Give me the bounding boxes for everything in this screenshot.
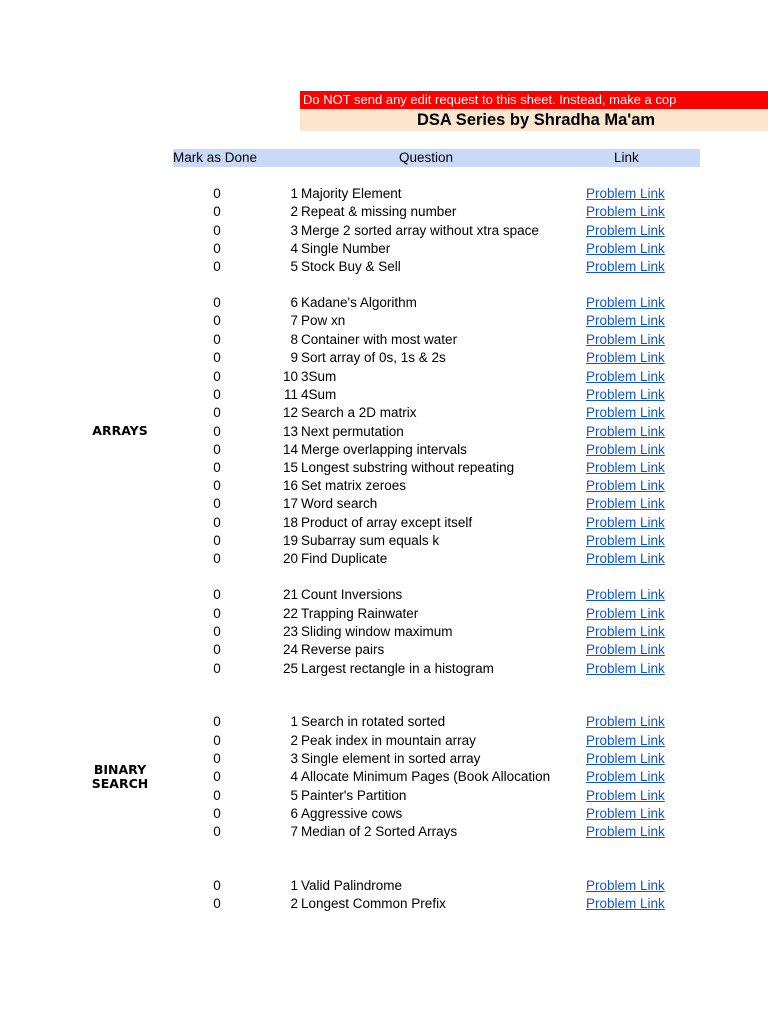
question-number: 24 <box>282 642 298 657</box>
question-number: 21 <box>282 587 298 602</box>
question-number: 22 <box>282 606 298 621</box>
problem-link[interactable]: Problem Link <box>586 587 665 602</box>
mark-as-done-value[interactable]: 0 <box>213 515 221 530</box>
question-text: Largest rectangle in a histogram <box>301 661 494 676</box>
mark-as-done-value[interactable]: 0 <box>213 405 221 420</box>
question-number: 10 <box>282 369 298 384</box>
mark-as-done-value[interactable]: 0 <box>213 186 221 201</box>
question-number: 1 <box>290 714 298 729</box>
question-number: 8 <box>290 332 298 347</box>
mark-as-done-value[interactable]: 0 <box>213 350 221 365</box>
problem-link[interactable]: Problem Link <box>586 806 665 821</box>
mark-as-done-value[interactable]: 0 <box>213 733 221 748</box>
mark-as-done-value[interactable]: 0 <box>213 624 221 639</box>
question-text: 4Sum <box>301 387 337 402</box>
problem-link[interactable]: Problem Link <box>586 369 665 384</box>
mark-as-done-value[interactable]: 0 <box>213 661 221 676</box>
problem-link[interactable]: Problem Link <box>586 259 665 274</box>
mark-as-done-value[interactable]: 0 <box>213 587 221 602</box>
problem-link[interactable]: Problem Link <box>586 460 665 475</box>
question-text: Aggressive cows <box>301 806 403 821</box>
problem-link[interactable]: Problem Link <box>586 478 665 493</box>
problem-link[interactable]: Problem Link <box>586 387 665 402</box>
question-number: 3 <box>290 223 298 238</box>
question-number: 7 <box>290 313 298 328</box>
mark-as-done-value[interactable]: 0 <box>213 295 221 310</box>
question-text: Median of 2 Sorted Arrays <box>301 824 458 839</box>
question-text: Next permutation <box>301 424 404 439</box>
question-text: Longest Common Prefix <box>301 896 446 911</box>
mark-as-done-value[interactable]: 0 <box>213 369 221 384</box>
question-text: Single Number <box>301 241 391 256</box>
question-text: Peak index in mountain array <box>301 733 476 748</box>
question-number: 1 <box>290 186 298 201</box>
question-number: 6 <box>290 295 298 310</box>
question-number: 9 <box>290 350 298 365</box>
mark-as-done-value[interactable]: 0 <box>213 332 221 347</box>
table-row <box>0 459 768 477</box>
question-number: 19 <box>282 533 298 548</box>
question-text: Subarray sum equals k <box>301 533 440 548</box>
table-row <box>0 386 768 404</box>
question-number: 4 <box>290 241 298 256</box>
problem-link[interactable]: Problem Link <box>586 442 665 457</box>
table-row <box>0 823 768 841</box>
table-row <box>0 732 768 750</box>
problem-link[interactable]: Problem Link <box>586 424 665 439</box>
mark-as-done-value[interactable]: 0 <box>213 769 221 784</box>
problem-link[interactable]: Problem Link <box>586 496 665 511</box>
question-number: 13 <box>282 424 298 439</box>
problem-link[interactable]: Problem Link <box>586 642 665 657</box>
problem-link[interactable]: Problem Link <box>586 714 665 729</box>
question-number: 25 <box>282 661 298 676</box>
table-row <box>0 641 768 659</box>
problem-link[interactable]: Problem Link <box>586 332 665 347</box>
question-text: Painter's Partition <box>301 788 407 803</box>
question-number: 2 <box>290 896 298 911</box>
question-number: 4 <box>290 769 298 784</box>
problem-link[interactable]: Problem Link <box>586 295 665 310</box>
question-text: Count Inversions <box>301 587 403 602</box>
question-number: 5 <box>290 259 298 274</box>
question-text: Merge overlapping intervals <box>301 442 467 457</box>
table-row <box>0 203 768 221</box>
table-row <box>0 423 768 441</box>
question-text: Search in rotated sorted <box>301 714 446 729</box>
question-number: 12 <box>282 405 298 420</box>
mark-as-done-value[interactable]: 0 <box>213 878 221 893</box>
problem-link[interactable]: Problem Link <box>586 878 665 893</box>
question-number: 15 <box>282 460 298 475</box>
mark-as-done-value[interactable]: 0 <box>213 824 221 839</box>
problem-link[interactable]: Problem Link <box>586 769 665 784</box>
table-row <box>0 805 768 823</box>
header-link: Link <box>614 150 639 165</box>
problem-link[interactable]: Problem Link <box>586 186 665 201</box>
mark-as-done-value[interactable]: 0 <box>213 606 221 621</box>
mark-as-done-value[interactable]: 0 <box>213 478 221 493</box>
question-text: Stock Buy & Sell <box>301 259 401 274</box>
question-text: Container with most water <box>301 332 458 347</box>
mark-as-done-value[interactable]: 0 <box>213 642 221 657</box>
table-row <box>0 240 768 258</box>
question-number: 16 <box>282 478 298 493</box>
question-text: 3Sum <box>301 369 337 384</box>
question-text: Search a 2D matrix <box>301 405 417 420</box>
problem-link[interactable]: Problem Link <box>586 350 665 365</box>
question-number: 17 <box>282 496 298 511</box>
column-header-row <box>173 149 700 167</box>
header-mark-as-done: Mark as Done <box>173 150 258 165</box>
question-text: Sliding window maximum <box>301 624 453 639</box>
question-text: Allocate Minimum Pages (Book Allocation <box>301 769 551 784</box>
problem-link[interactable]: Problem Link <box>586 551 665 566</box>
table-row <box>0 258 768 276</box>
problem-link[interactable]: Problem Link <box>586 204 665 219</box>
problem-link[interactable]: Problem Link <box>586 515 665 530</box>
problem-link[interactable]: Problem Link <box>586 533 665 548</box>
question-text: Set matrix zeroes <box>301 478 407 493</box>
mark-as-done-value[interactable]: 0 <box>213 714 221 729</box>
problem-link[interactable]: Problem Link <box>586 788 665 803</box>
problem-link[interactable]: Problem Link <box>586 241 665 256</box>
question-number: 23 <box>282 624 298 639</box>
question-text: Reverse pairs <box>301 642 385 657</box>
question-number: 1 <box>290 878 298 893</box>
warning-banner: Do NOT send any edit request to this sheet. Instead, make a cop <box>300 91 768 109</box>
question-text: Repeat & missing number <box>301 204 457 219</box>
table-row <box>0 550 768 568</box>
problem-link[interactable]: Problem Link <box>586 824 665 839</box>
table-row <box>0 349 768 367</box>
table-row <box>0 495 768 513</box>
table-row <box>0 404 768 422</box>
mark-as-done-value[interactable]: 0 <box>213 442 221 457</box>
mark-as-done-value[interactable]: 0 <box>213 313 221 328</box>
mark-as-done-value[interactable]: 0 <box>213 806 221 821</box>
category-binary-search: BINARY SEARCH <box>91 762 149 791</box>
question-text: Valid Palindrome <box>301 878 403 893</box>
mark-as-done-value[interactable]: 0 <box>213 551 221 566</box>
table-row <box>0 877 768 895</box>
mark-as-done-value[interactable]: 0 <box>213 788 221 803</box>
question-number: 7 <box>290 824 298 839</box>
question-number: 2 <box>290 733 298 748</box>
table-row <box>0 713 768 731</box>
question-text: Trapping Rainwater <box>301 606 419 621</box>
table-row <box>0 312 768 330</box>
question-text: Pow xn <box>301 313 346 328</box>
problem-link[interactable]: Problem Link <box>586 661 665 676</box>
header-question: Question <box>399 150 454 165</box>
mark-as-done-value[interactable]: 0 <box>213 496 221 511</box>
table-row <box>0 768 768 786</box>
table-row <box>0 514 768 532</box>
table-row <box>0 368 768 386</box>
mark-as-done-value[interactable]: 0 <box>213 424 221 439</box>
table-row <box>0 185 768 203</box>
problem-link[interactable]: Problem Link <box>586 405 665 420</box>
mark-as-done-value[interactable]: 0 <box>213 896 221 911</box>
mark-as-done-value[interactable]: 0 <box>213 241 221 256</box>
table-row <box>0 787 768 805</box>
problem-link[interactable]: Problem Link <box>586 223 665 238</box>
table-row <box>0 586 768 604</box>
question-number: 6 <box>290 806 298 821</box>
question-number: 20 <box>282 551 298 566</box>
sheet-title: DSA Series by Shradha Ma'am <box>300 110 768 131</box>
table-row <box>0 294 768 312</box>
table-row <box>0 623 768 641</box>
question-text: Find Duplicate <box>301 551 388 566</box>
problem-link[interactable]: Problem Link <box>586 313 665 328</box>
table-row <box>0 605 768 623</box>
problem-link[interactable]: Problem Link <box>586 624 665 639</box>
question-text: Majority Element <box>301 186 402 201</box>
table-row <box>0 532 768 550</box>
table-row <box>0 441 768 459</box>
mark-as-done-value[interactable]: 0 <box>213 259 221 274</box>
problem-link[interactable]: Problem Link <box>586 751 665 766</box>
mark-as-done-value[interactable]: 0 <box>213 533 221 548</box>
question-number: 18 <box>282 515 298 530</box>
question-text: Longest substring without repeating <box>301 460 515 475</box>
question-number: 14 <box>282 442 298 457</box>
question-number: 2 <box>290 204 298 219</box>
question-text: Single element in sorted array <box>301 751 481 766</box>
problem-link[interactable]: Problem Link <box>586 606 665 621</box>
table-row <box>0 750 768 768</box>
table-row <box>0 331 768 349</box>
mark-as-done-value[interactable]: 0 <box>213 460 221 475</box>
question-text: Product of array except itself <box>301 515 473 530</box>
table-row <box>0 222 768 240</box>
question-text: Sort array of 0s, 1s & 2s <box>301 350 446 365</box>
mark-as-done-value[interactable]: 0 <box>213 223 221 238</box>
question-text: Merge 2 sorted array without xtra space <box>301 223 539 238</box>
table-row <box>0 477 768 495</box>
mark-as-done-value[interactable]: 0 <box>213 387 221 402</box>
question-number: 5 <box>290 788 298 803</box>
question-number: 3 <box>290 751 298 766</box>
question-text: Kadane's Algorithm <box>301 295 417 310</box>
mark-as-done-value[interactable]: 0 <box>213 204 221 219</box>
category-arrays: ARRAYS <box>92 423 148 438</box>
question-number: 11 <box>283 387 298 402</box>
problem-link[interactable]: Problem Link <box>586 733 665 748</box>
mark-as-done-value[interactable]: 0 <box>213 751 221 766</box>
problem-link[interactable]: Problem Link <box>586 896 665 911</box>
question-text: Word search <box>301 496 378 511</box>
table-row <box>0 660 768 678</box>
table-row <box>0 895 768 913</box>
